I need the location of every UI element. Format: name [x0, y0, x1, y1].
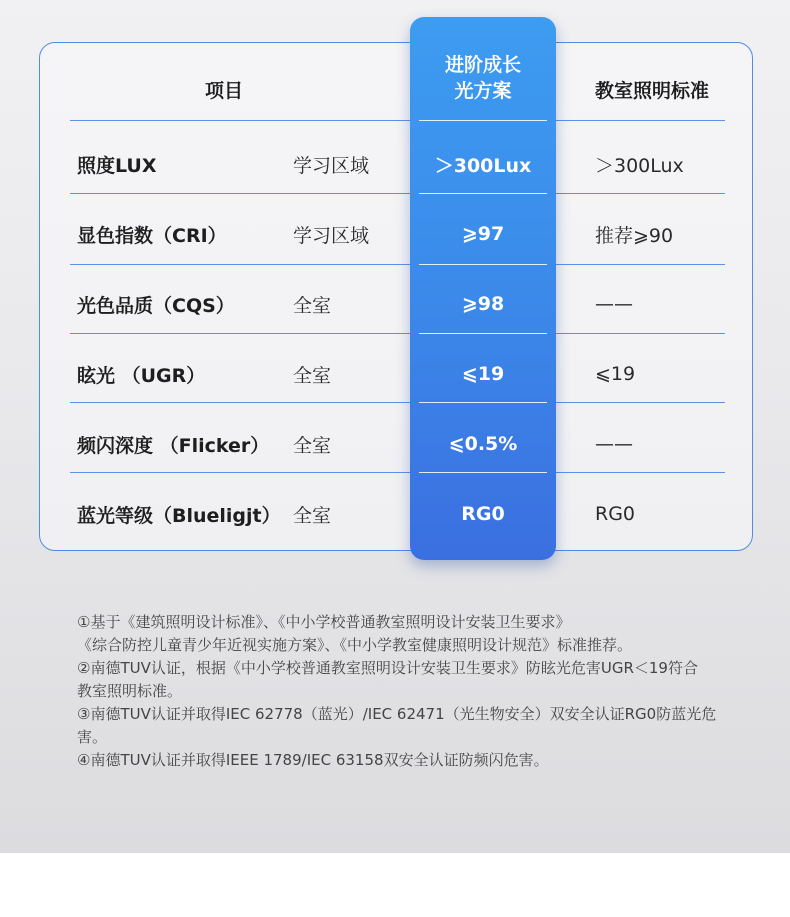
footnotes [77, 611, 717, 772]
divider [419, 120, 547, 121]
row-standard-value: ⩽19 [595, 363, 636, 385]
row-standard-value: RG0 [595, 503, 636, 525]
divider [70, 193, 410, 194]
divider [556, 402, 725, 403]
row-plan-value: ⩽19 [461, 363, 505, 385]
divider [419, 333, 547, 334]
row-plan-value: ＞300Lux [434, 154, 532, 177]
row-area: 学习区域 [293, 154, 370, 177]
divider [70, 402, 410, 403]
row-label: 频闪深度 （Flicker） [77, 434, 270, 457]
row-label: 眩光 （UGR） [77, 364, 206, 387]
divider [70, 120, 410, 121]
row-label: 蓝光等级（Blueligjt） [77, 504, 281, 527]
footnote-line: ③南德TUV认证并取得IEC 62778（蓝光）/IEC 62471（光生物安全）双安全认证RG0防蓝光危 [77, 705, 717, 723]
divider [70, 333, 410, 334]
divider [70, 264, 410, 265]
row-label: 显色指数（CRI） [77, 224, 227, 247]
row-area: 全室 [293, 434, 332, 457]
divider [419, 472, 547, 473]
divider [556, 120, 725, 121]
row-standard-value: —— [595, 433, 633, 455]
header-plan-line1: 进阶成长 [444, 53, 521, 76]
divider [70, 472, 410, 473]
divider [556, 193, 725, 194]
footnote-line: ①基于《建筑照明设计标准》、《中小学校普通教室照明设计安装卫生要求》 [77, 613, 571, 631]
divider [556, 472, 725, 473]
row-area: 全室 [293, 364, 332, 387]
footnote-line: 教室照明标准。 [77, 682, 183, 700]
row-plan-value: ⩾98 [461, 293, 505, 315]
header-standard: 教室照明标准 [595, 79, 710, 102]
row-label: 照度LUX [77, 154, 157, 177]
row-area: 全室 [293, 294, 332, 317]
footnote-line: ④南德TUV认证并取得IEEE 1789/IEC 63158双安全认证防频闪危害。 [77, 751, 549, 769]
divider [419, 193, 547, 194]
row-standard-value: ＞300Lux [595, 154, 684, 177]
row-standard-value: 推荐⩾90 [595, 224, 674, 247]
divider [556, 333, 725, 334]
header-plan-line2: 光方案 [454, 79, 512, 102]
divider [419, 264, 547, 265]
footnote-line: 《综合防控儿童青少年近视实施方案》、《中小学教室健康照明设计规范》标准推荐。 [77, 636, 633, 654]
row-area: 全室 [293, 504, 332, 527]
row-standard-value: —— [595, 293, 633, 315]
row-label: 光色品质（CQS） [77, 294, 235, 317]
row-area: 学习区域 [293, 224, 370, 247]
row-plan-value: ⩽0.5% [448, 433, 518, 455]
divider [419, 402, 547, 403]
header-item: 项目 [205, 79, 244, 102]
row-plan-value: RG0 [461, 503, 505, 525]
divider [556, 264, 725, 265]
footnote-line: ②南德TUV认证，根据《中小学校普通教室照明设计安装卫生要求》防眩光危害UGR＜19符合 [77, 659, 698, 677]
row-plan-value: ⩾97 [461, 223, 505, 245]
footnote-line: 害。 [77, 728, 108, 746]
